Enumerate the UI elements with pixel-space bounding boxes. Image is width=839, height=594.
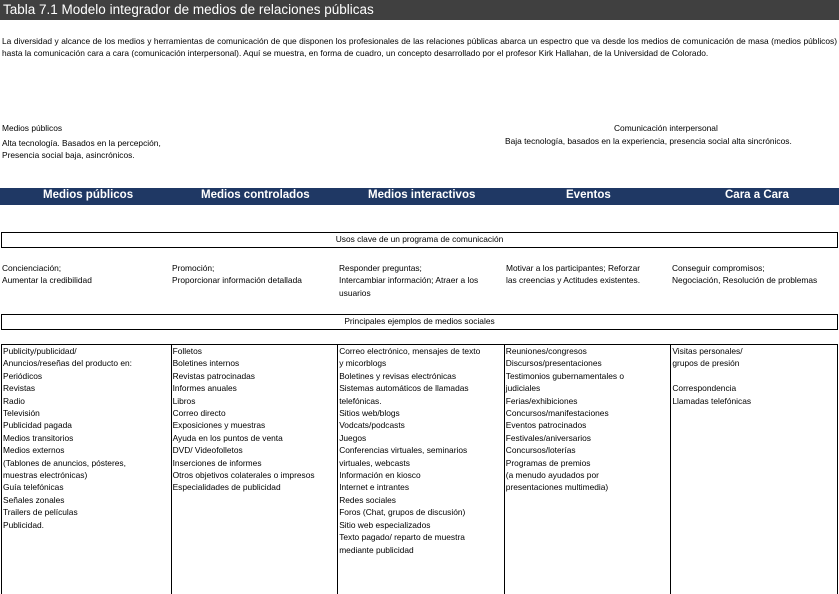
ejemplo-item: Radio [3,395,25,406]
ejemplo-item: Vodcats/podcasts [339,420,405,431]
header-medios-controlados: Medios controlados [201,189,310,201]
ejemplo-item: Boletines internos [172,358,240,369]
ejemplo-item: Reuniones/congresos [505,346,587,356]
ejemplo-item: Llamadas telefónicas [672,395,752,406]
ejemplo-item: Programas de premios [505,457,591,468]
ejemplo-item: Exposiciones y muestras [172,420,266,431]
media-category-header [0,188,839,205]
left-pole-desc-line-1: Alta tecnología. Basados en la percepción, [2,138,161,148]
left-pole-label: Medios públicos [2,123,63,133]
page-title: Tabla 7.1 Modelo integrador de medios de relaciones públicas [0,0,839,20]
usos-cell-publicos [2,262,167,287]
usos-section-title: Usos clave de un programa de comunicación [1,232,838,248]
ejemplo-item: muestras electrónicas) [3,470,88,481]
ejemplo-item: Trailers de películas [3,507,78,518]
ejemplo-item: y micorblogs [339,358,387,369]
ejemplo-item [672,370,836,382]
ejemplo-item: Revistas patrocinadas [172,370,255,381]
ejemplo-item: Discursos/presentaciones [505,358,602,369]
ejemplo-item: Informes anuales [172,383,237,394]
ejemplo-item: Medios transitorios [3,432,74,443]
ejemplo-item: Conferencias virtuales, seminarios [339,445,468,456]
usos-line: Aumentar la credibilidad [2,275,92,286]
usos-line: Responder preguntas; [339,263,422,273]
usos-line: Negociación, Resolución de problemas [672,275,818,286]
header-eventos: Eventos [566,189,611,201]
usos-line: Promoción; [172,263,215,273]
ejemplo-item: Sistemas automáticos de llamadas [339,383,469,394]
ejemplo-item: (a menudo ayudados por [505,470,599,481]
ejemplo-item: Eventos patrocinados [505,420,587,431]
ejemplo-item: Correo electrónico, mensajes de texto [339,346,481,356]
usos-cell-eventos [506,262,671,287]
ejemplo-item: Revistas [3,383,36,394]
ejemplo-item: Anuncios/reseñas del producto en: [3,358,132,369]
ejemplo-item: Ferias/exhibiciones [505,395,578,406]
ejemplo-item: Inserciones de informes [172,457,262,468]
intro-paragraph: La diversidad y alcance de los medios y herramientas de comunicación de que disponen los profesionales de las relaciones públicas abarca un espectro que va desde los medios de comunicación de masa (medios públicos) hasta la comunicación cara a cara (comunicación interpersonal). Aquí se muestra, en forma de cuadro, un concepto desarrollado por el profesor Kirk Hallahan, de la Universidad de Colorado. [2,36,837,59]
header-medios-interactivos: Medios interactivos [368,189,476,201]
right-pole-label: Comunicación interpersonal [614,123,718,133]
ejemplo-item: Correo directo [172,408,226,419]
ejemplo-item: Periódicos [3,370,43,381]
ejemplo-item: Foros (Chat, grupos de discusión) [339,507,466,518]
usos-cell-interactivos [339,262,504,299]
ejemplo-item: Concursos/loterías [505,445,576,456]
right-pole-description: Baja tecnología, basados en la experiencia, presencia social alta sincrónicos. [505,136,792,146]
ejemplo-item: Texto pagado/ reparto de muestra [339,532,465,543]
ejemplo-item: Correspondencia [672,383,737,394]
usos-line: Conseguir compromisos; [672,263,765,273]
usos-cell-cara-a-cara [672,262,837,287]
usos-line: Concienciación; [2,263,62,273]
ejemplo-item: mediante publicidad [339,544,414,555]
ejemplo-item: Publicity/publicidad/ [3,346,77,356]
ejemplo-item: Juegos [339,432,367,443]
usos-cell-controlados [172,262,337,287]
header-medios-publicos: Medios públicos [43,189,134,201]
ejemplos-col-interactivos [338,345,505,594]
usos-line: las creencias y Actitudes existentes. [506,275,641,286]
left-pole-description [2,137,161,162]
ejemplo-item: Guía telefónicas [3,482,64,493]
usos-line: Intercambiar información; Atraer a los [339,275,479,286]
ejemplo-item: Sitio web especializados [339,519,431,530]
ejemplos-grid [1,344,838,594]
ejemplo-item: Internet e intrantes [339,482,410,493]
ejemplo-item: Publicidad. [3,519,44,530]
usos-line: Motivar a los participantes; Reforzar [506,263,641,273]
ejemplo-item: DVD/ Videofolletos [172,445,243,456]
ejemplo-item: presentaciones multimedia) [505,482,609,493]
ejemplo-item: Testimonios gubernamentales o [505,370,625,381]
ejemplo-item: Sitios web/blogs [339,408,400,419]
ejemplo-item: Señales zonales [3,494,65,505]
ejemplos-col-controlados [172,345,339,594]
ejemplo-item: (Tablones de anuncios, pósteres, [3,457,126,468]
ejemplo-item: Especialidades de publicidad [172,482,281,493]
ejemplo-item: Redes sociales [339,494,396,505]
usos-line: Proporcionar información detallada [172,275,302,286]
ejemplo-item: Medios externos [3,445,65,456]
ejemplo-item: judiciales [505,383,541,394]
ejemplo-item: Otros objetivos colaterales o impresos [172,470,315,481]
ejemplos-col-publicos [2,345,172,594]
ejemplo-item: Festivales/aniversarios [505,432,591,443]
ejemplo-item: Publicidad pagada [3,420,72,431]
ejemplo-item: grupos de presión [672,358,740,369]
left-pole-desc-line-2: Presencia social baja, asincrónicos. [2,150,135,161]
ejemplo-item: telefónicas. [339,395,382,406]
ejemplo-item: Ayuda en los puntos de venta [172,432,283,443]
ejemplos-col-cara-a-cara [671,345,837,594]
header-cara-a-cara: Cara a Cara [725,189,789,201]
usos-row [0,262,839,302]
ejemplo-item: Folletos [172,346,202,356]
ejemplo-item: virtuales, webcasts [339,457,410,468]
ejemplo-item: Información en kiosco [339,470,421,481]
ejemplo-item: Concursos/manifestaciones [505,408,609,419]
ejemplos-col-eventos [505,345,672,594]
ejemplo-item: Visitas personales/ [672,346,743,356]
ejemplo-item: Televisión [3,408,40,419]
usos-line: usuarios [339,287,371,298]
ejemplo-item: Libros [172,395,196,406]
ejemplos-section-title: Principales ejemplos de medios sociales [1,314,838,330]
ejemplo-item: Boletines y revisas electrónicas [339,370,457,381]
